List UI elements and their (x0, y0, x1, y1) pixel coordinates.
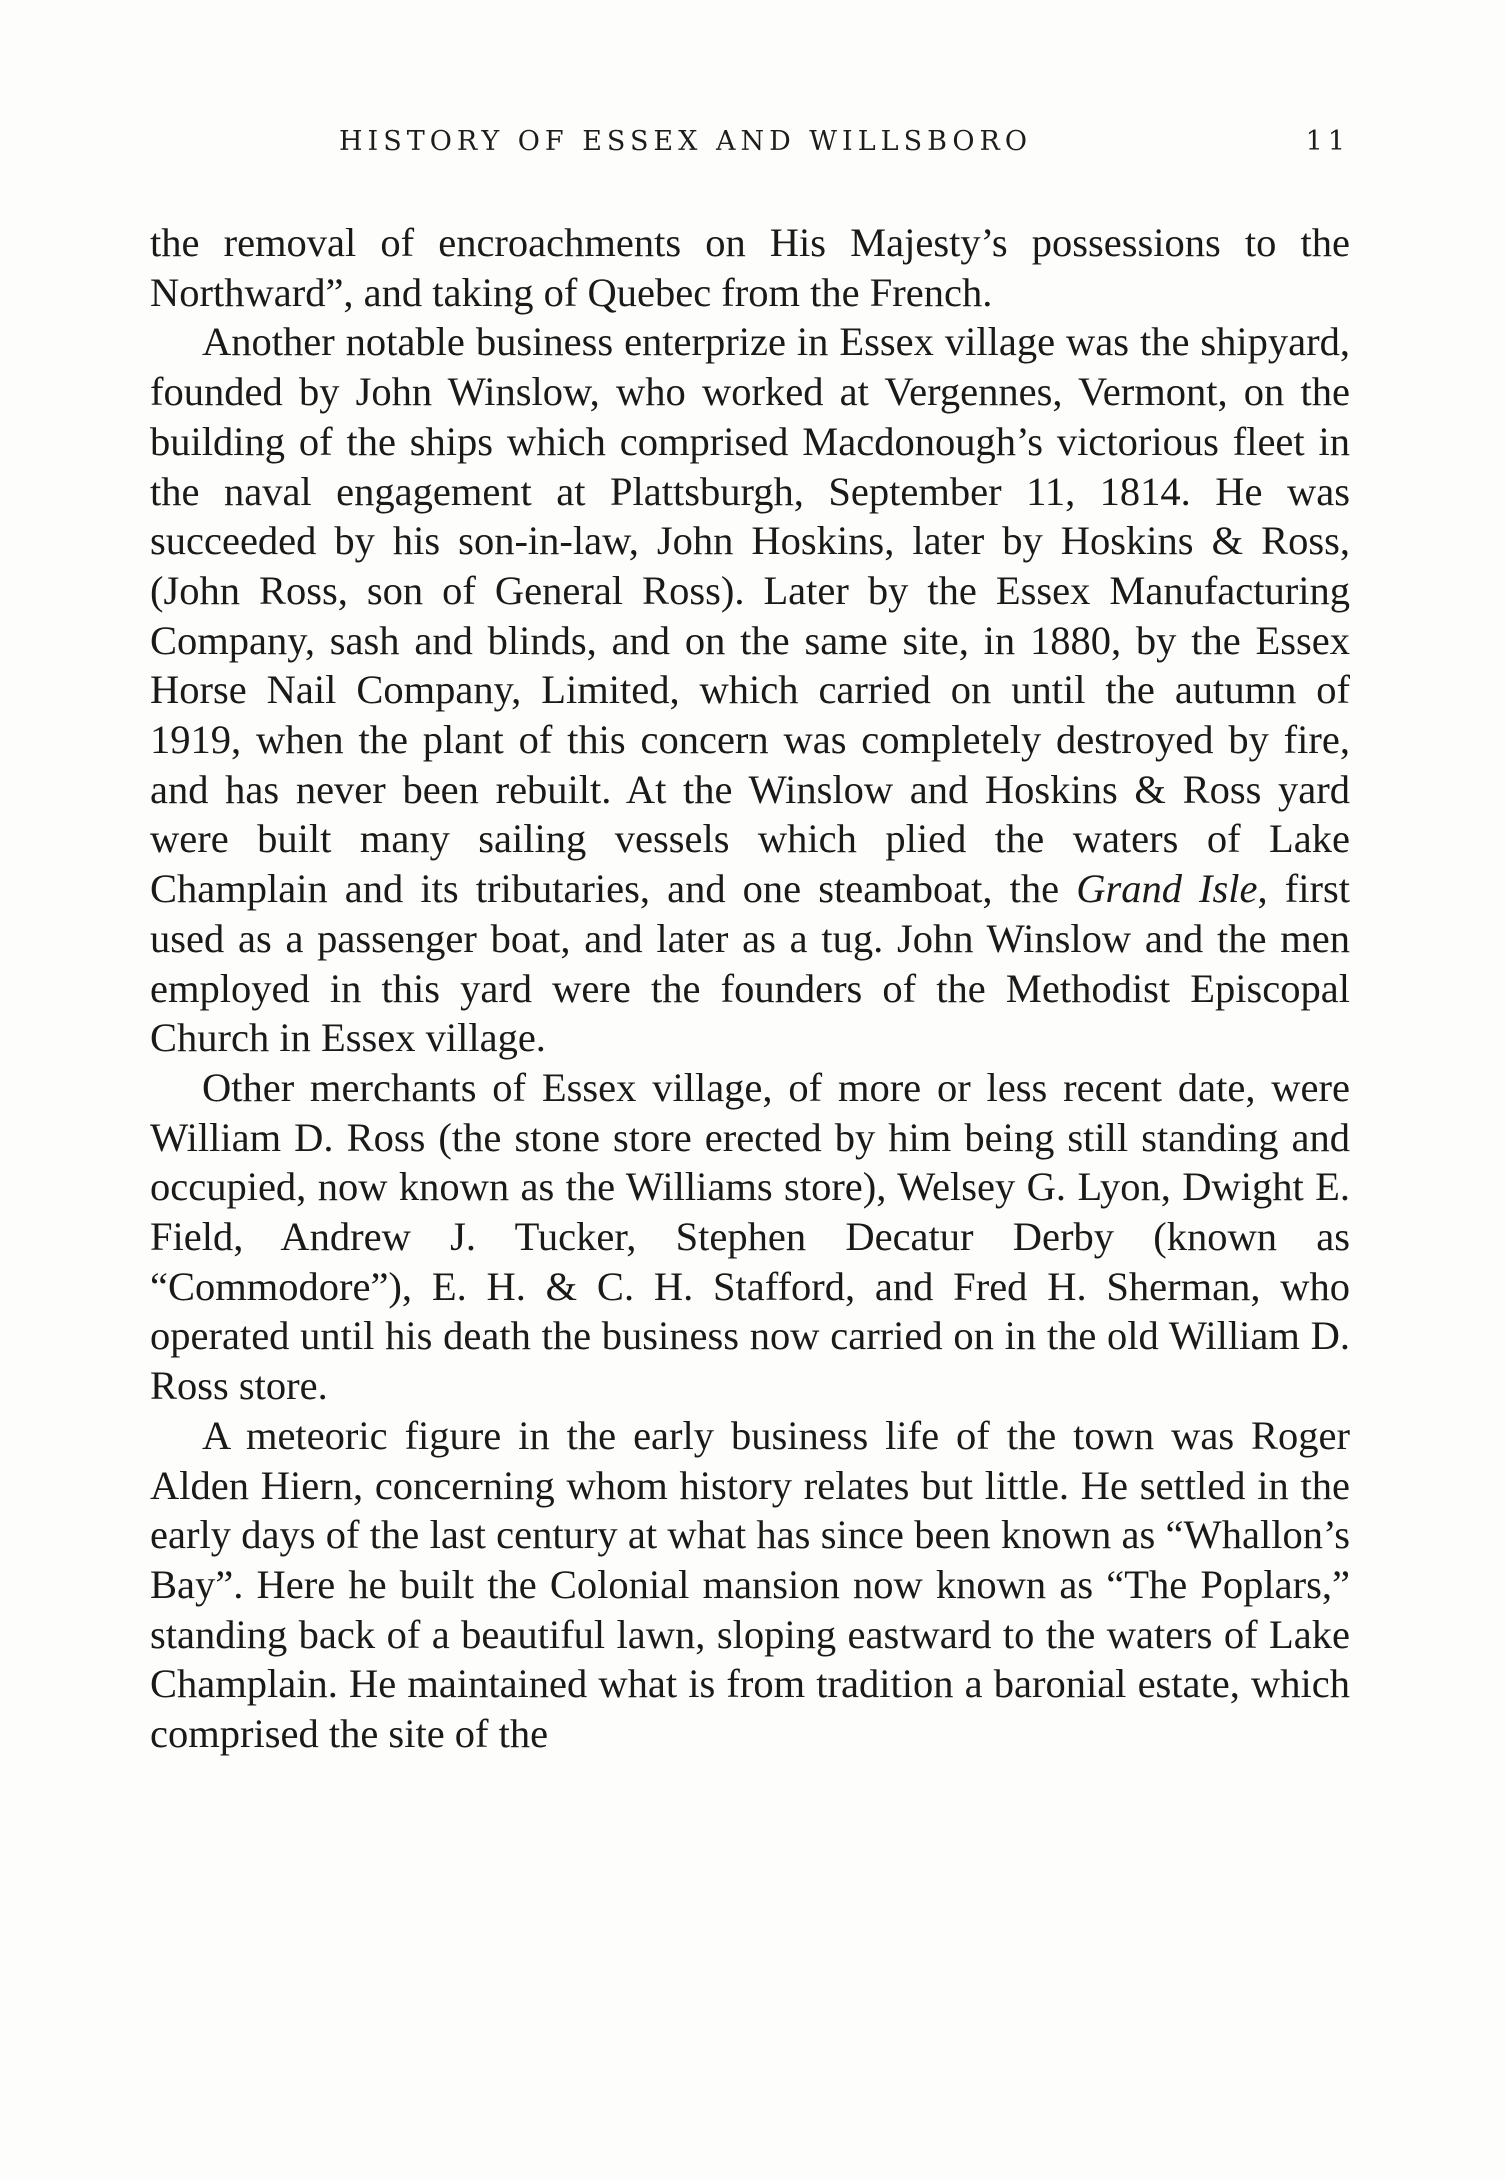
paragraph-2-text-before: Another notable business enterprize in Essex village was the shipyard, founded by John Winslow, who worked at Vergennes, Vermont, on the building of the ships which comprised Macdonough’s victorious fleet in the naval engagement at Plattsburgh, September 11, 1814. He was succeeded by his son-in-law, John Hoskins, later by Hoskins & Ross, (John Ross, son of General Ross). Later by the Essex Manufacturing Company, sash and blinds, and on the same site, in 1880, by the Essex Horse Nail Company, Limited, which carried on until the autumn of 1919, when the plant of this concern was completely destroyed by fire, and has never been rebuilt. At the Winslow and Hoskins & Ross yard were built many sailing vessels which plied the waters of Lake Champlain and its tributaries, and one steamboat, the (150, 319, 1350, 912)
paragraph-4 (150, 1411, 1350, 1759)
paragraph-1 (150, 218, 1350, 317)
paragraph-3-text: Other merchants of Essex village, of more or less recent date, were William D. Ross (the stone store erected by him being still standing and occupied, now known as the Williams store), Welsey G. Lyon, Dwight E. Field, Andrew J. Tucker, Stephen Decatur Derby (known as “Commodore”), E. H. & C. H. Stafford, and Fred H. Sherman, who operated until his death the business now carried on in the old William D. Ross store. (150, 1064, 1350, 1409)
body-text (150, 218, 1350, 1759)
paragraph-1-text: the removal of encroachments on His Majesty’s possessions to the Northward”, and taking of Quebec from the French. (150, 220, 1350, 315)
page-number: 11 (1305, 126, 1350, 157)
vessel-name-italic: Grand Isle (1076, 866, 1258, 912)
paragraph-2 (150, 317, 1350, 1063)
running-title: HISTORY OF ESSEX AND WILLSBORO (339, 126, 1033, 157)
paragraph-3 (150, 1063, 1350, 1411)
paragraph-4-text: A meteoric figure in the early business life of the town was Roger Alden Hiern, concerning whom history relates but little. He settled in the early days of the last century at what has since been known as “Whallon’s Bay”. Here he built the Colonial mansion now known as “The Poplars,” standing back of a beautiful lawn, sloping eastward to the waters of Lake Champlain. He maintained what is from tradition a baronial estate, which comprised the site of the (150, 1412, 1350, 1757)
running-header (150, 126, 1350, 166)
paragraph-2-text-after: , first used as a passenger boat, and later as a tug. John Winslow and the men employed in this yard were the founders of the Methodist Episcopal Church in Essex village. (150, 866, 1350, 1061)
